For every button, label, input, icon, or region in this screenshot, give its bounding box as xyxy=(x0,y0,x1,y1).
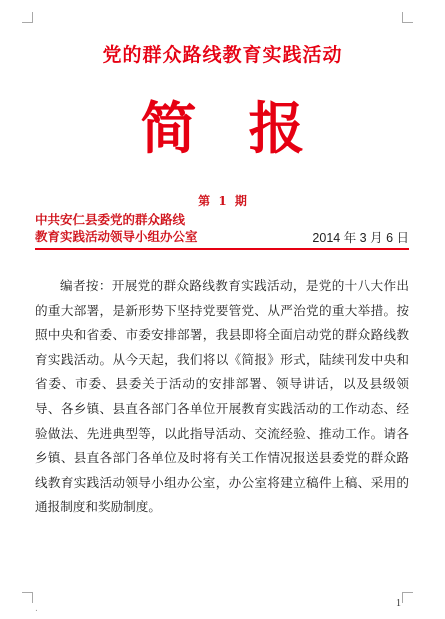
crop-mark-bottom-left xyxy=(22,592,33,603)
masthead-title: 简报 xyxy=(140,96,357,162)
issuer-block xyxy=(35,211,198,245)
series-title: 党的群众路线教育实践活动 xyxy=(102,44,343,66)
editor-note-paragraph: 编者按：开展党的群众路线教育实践活动，是党的十八大作出的重大部署，是新形势下坚持党要管党、从严治党的重大举措。按照中央和省委、市委安排部署，我县即将全面启动党的群众路线教育实践活动。从今天起，我们将以《简报》形式，陆续刊发中央和省委、市委、县委关于活动的安排部署、领导讲话，以及县级领导、各乡镇、县直各部门各单位开展教育实践活动的工作动态、经验做法、先进典型等，以此指导活动、交流经验、推动工作。请各乡镇、县直各部门各单位及时将有关工作情况报送县委党的群众路线教育实践活动领导小组办公室，办公室将建立稿件上稿、采用的通报制度和奖励制度。 xyxy=(35,278,409,515)
crop-mark-bottom-right xyxy=(402,592,413,603)
header-divider-rule xyxy=(35,248,409,250)
footer-mark: . xyxy=(35,604,38,614)
issuer-line-2: 教育实践活动领导小组办公室 xyxy=(35,229,198,244)
crop-mark-top-right xyxy=(402,12,413,23)
page-number: 1 xyxy=(396,598,401,609)
publish-date: 2014 年 3 月 6 日 xyxy=(312,231,409,245)
issuer-line-1: 中共安仁县委党的群众路线 xyxy=(35,212,186,227)
crop-mark-top-left xyxy=(22,12,33,23)
issue-number: 第 1 期 xyxy=(198,194,247,208)
